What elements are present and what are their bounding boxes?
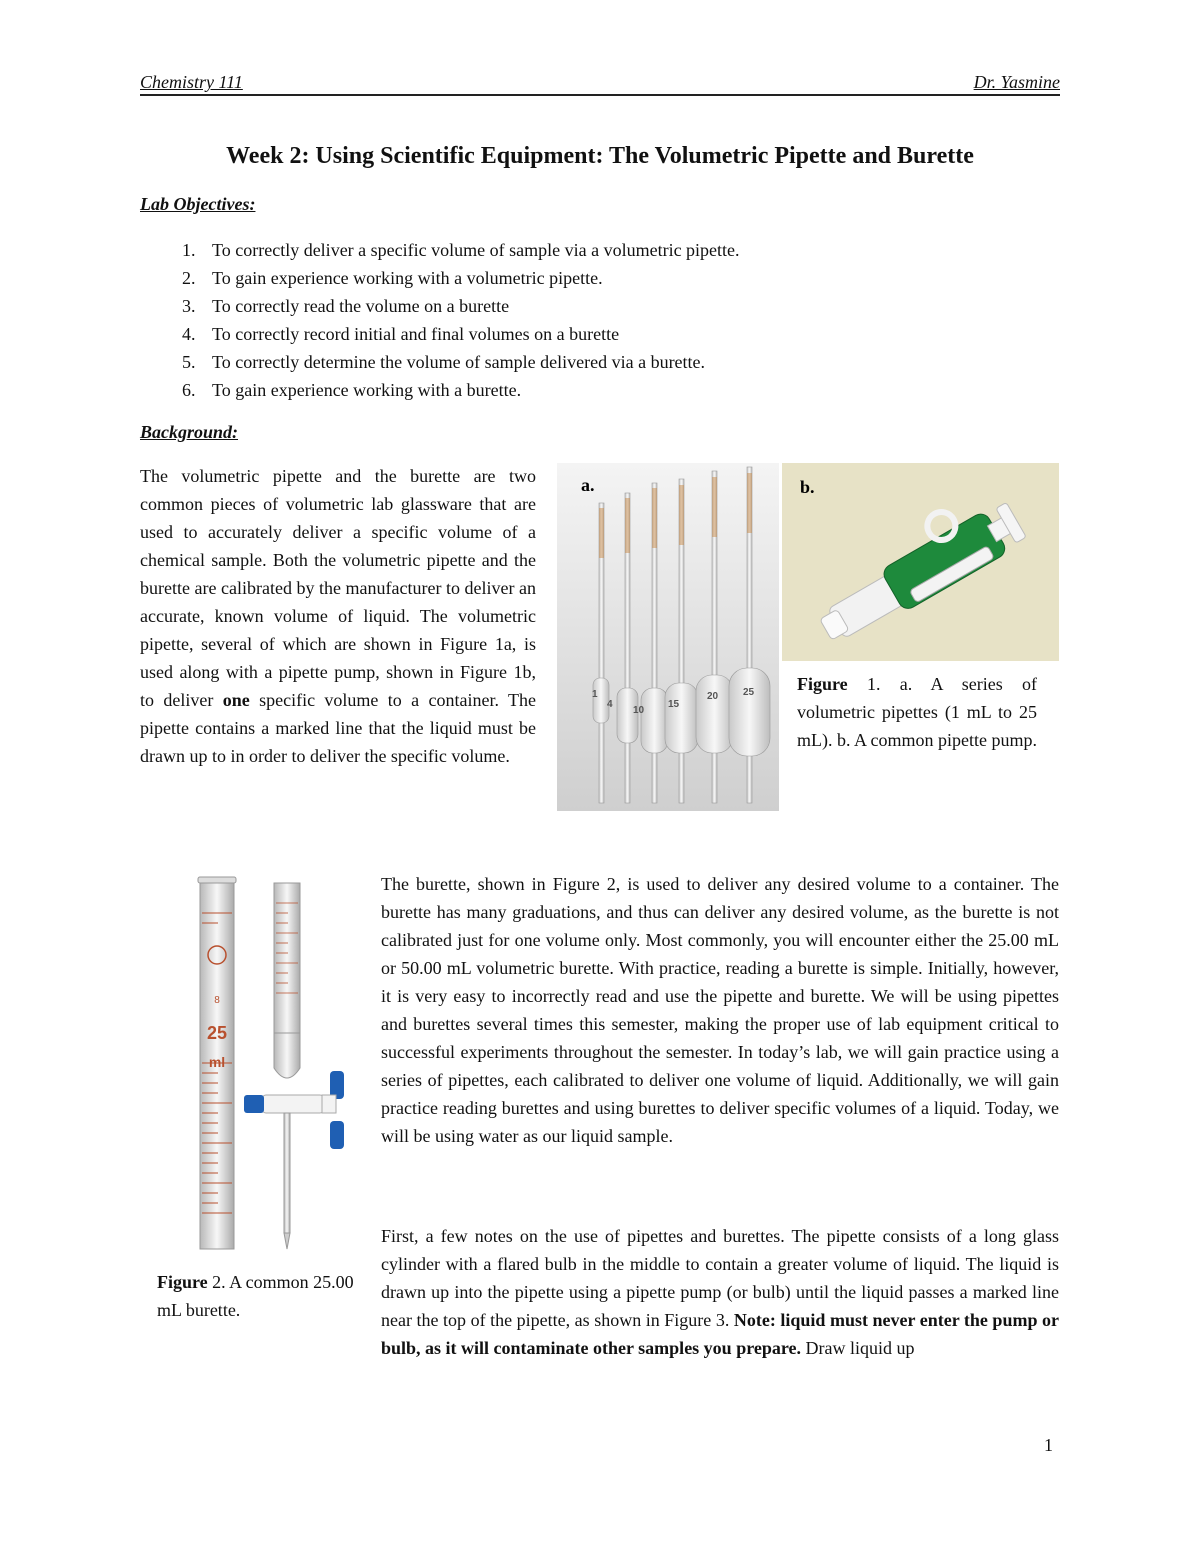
instructor-name: Dr. Yasmine [973, 72, 1060, 92]
page-header [140, 72, 1060, 96]
pipette-volume-label: 20 [707, 691, 719, 702]
pipette-pump-illustration [782, 463, 1059, 661]
background-paragraph-3: First, a few notes on the use of pipettes and burettes. The pipette consists of a long glass cylinder with a flared bulb in the middle to contain a greater volume of liquid. The liquid is drawn up into the pipette using a pipette pump (or bulb) until the liquid passes a marked line near the top of the pipette, as shown in Figure 3. Note: liquid must never enter the pump or bulb, as it will contaminate other samples you prepare. Draw liquid up [381, 1226, 1059, 1358]
background-heading: Background: [140, 422, 239, 442]
figure-2-caption: Figure 2. A common 25.00 mL burette. [157, 1272, 354, 1320]
list-item: 4. To correctly record initial and final volumes on a burette [182, 324, 620, 344]
pipettes-illustration [557, 463, 779, 811]
figure-1b-label: b. [800, 477, 815, 497]
list-item: 6. To gain experience working with a burette. [182, 380, 522, 400]
list-item: 5. To correctly determine the volume of sample delivered via a burette. [182, 352, 706, 372]
figure-2-burette-image [192, 873, 354, 1255]
pipette-volume-label: 15 [668, 699, 680, 710]
list-item: 3. To correctly read the volume on a burette [182, 296, 510, 316]
figure-1b-pump-image [782, 463, 1059, 661]
list-item: 2. To gain experience working with a volumetric pipette. [182, 268, 603, 288]
burette-label-small: 8 [214, 995, 220, 1006]
course-name: Chemistry 111 [140, 72, 243, 92]
burette-label-big: 25 [206, 1023, 228, 1043]
burette-label-unit: ml [208, 1054, 226, 1070]
figure-1a-label: a. [581, 475, 595, 495]
background-paragraph-2: The burette, shown in Figure 2, is used to deliver any desired volume to a container. The burette has many graduations, and thus can deliver any desired volume, as the burette is not calibrated just for one volume only. Most commonly, you will encounter either the 25.00 mL or 50.00 mL volumetric burette. With practice, reading a burette is simple. Initially, however, it is very easy to incorrectly read and use the pipette and burette. We will be using pipettes and burettes several times this semester, making the proper use of lab equipment critical to successful experiments throughout the semester. In today’s lab, we will gain practice using a series of pipettes, each calibrated to deliver one volume of liquid. Additionally, we will gain practice reading burettes and using burettes to deliver specific volumes of a liquid. Today, we will be using water as our liquid sample. [381, 874, 1059, 1146]
objectives-list [140, 236, 740, 404]
pipette-volume-label: 10 [633, 705, 645, 716]
burette-illustration [192, 873, 354, 1255]
figure-1-caption: Figure 1. a. A series of volumetric pipettes (1 mL to 25 mL). b. A common pipette pump. [797, 674, 1037, 750]
list-item: 1. To correctly deliver a specific volume of sample via a volumetric pipette. [182, 240, 740, 260]
pipette-volume-label: 25 [743, 687, 755, 698]
page-title: Week 2: Using Scientific Equipment: The Volumetric Pipette and Burette [226, 143, 974, 169]
figure-1a-pipettes-image [557, 463, 779, 811]
pipette-volume-label: 4 [607, 699, 613, 710]
background-paragraph-1: The volumetric pipette and the burette are two common pieces of volumetric lab glassware that are used to accurately deliver a specific volume of a chemical sample. Both the volumetric pipette and the burette are calibrated by the manufacturer to deliver an accurate, known volume of liquid. The volumetric pipette, several of which are shown in Figure 1a, is used along with a pipette pump, shown in Figure 1b, to deliver one specific volume to a container. The pipette contains a marked line that the liquid must be drawn up to in order to deliver the specific volume. [140, 466, 536, 766]
pipette-volume-label: 1 [592, 689, 598, 700]
objectives-heading: Lab Objectives: [140, 194, 256, 214]
page-number: 1 [1044, 1435, 1053, 1455]
